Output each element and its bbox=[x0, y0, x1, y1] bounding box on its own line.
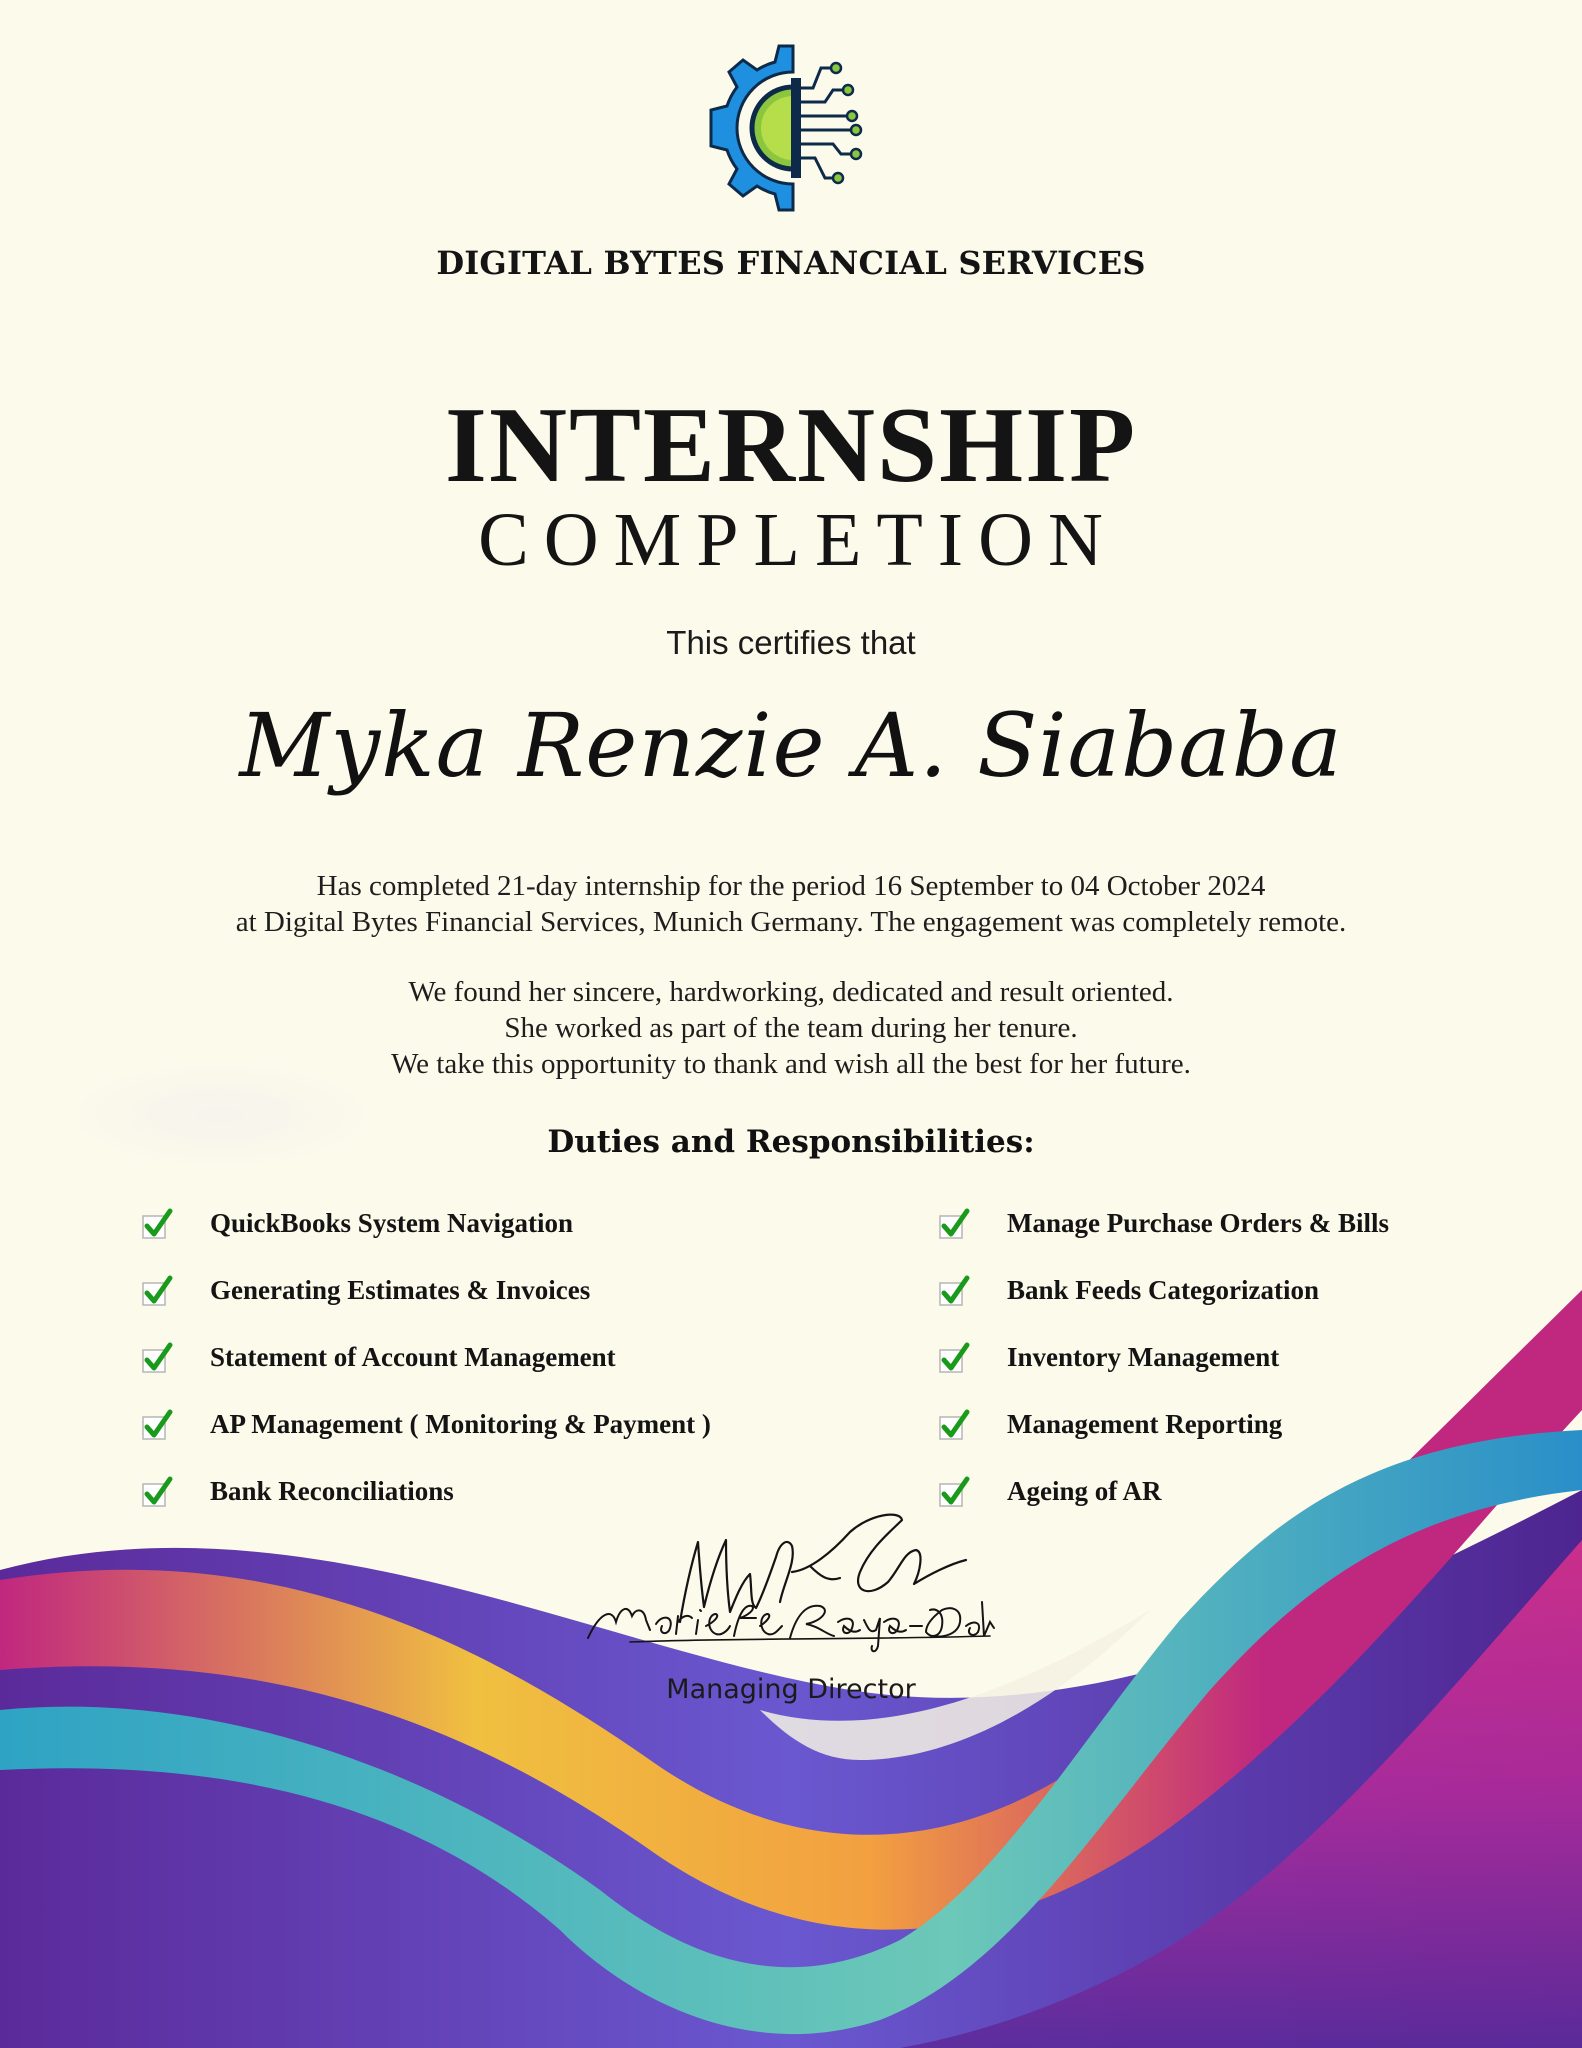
paragraph-line: We take this opportunity to thank and wish all the best for her future. bbox=[391, 1048, 1191, 1080]
duty-item bbox=[937, 1257, 1389, 1324]
certifies-text: This certifies that bbox=[666, 624, 916, 661]
duties-heading: Duties and Responsibilities: bbox=[547, 1124, 1035, 1160]
duties-list-right bbox=[937, 1190, 1389, 1525]
duty-label: Management Reporting bbox=[1007, 1409, 1283, 1439]
checkmark-icon bbox=[937, 1475, 971, 1509]
gear-circuit-logo-icon bbox=[701, 38, 881, 218]
recipient-name: Myka Renzie A. Siababa bbox=[239, 694, 1343, 797]
duty-item bbox=[140, 1190, 711, 1257]
duty-label: Ageing of AR bbox=[1007, 1476, 1162, 1506]
company-name: DIGITAL BYTES FINANCIAL SERVICES bbox=[436, 244, 1146, 282]
checkmark-icon bbox=[140, 1274, 174, 1308]
duty-item bbox=[937, 1324, 1389, 1391]
duties-list-left bbox=[140, 1190, 711, 1525]
paragraph-line: Has completed 21-day internship for the period 16 September to 04 October 2024 bbox=[316, 870, 1266, 902]
checkmark-icon bbox=[140, 1341, 174, 1375]
certificate-subtitle: COMPLETION bbox=[478, 498, 1118, 582]
paragraph-line: She worked as part of the team during her tenure. bbox=[504, 1012, 1078, 1044]
duty-label: Manage Purchase Orders & Bills bbox=[1007, 1208, 1389, 1238]
duty-label: QuickBooks System Navigation bbox=[210, 1208, 574, 1238]
duty-label: Bank Reconciliations bbox=[210, 1476, 454, 1506]
duty-item bbox=[140, 1257, 711, 1324]
duty-item bbox=[937, 1391, 1389, 1458]
checkmark-icon bbox=[140, 1475, 174, 1509]
duty-label: Generating Estimates & Invoices bbox=[210, 1275, 591, 1305]
certificate-title: INTERNSHIP bbox=[444, 386, 1138, 505]
duty-label: Bank Feeds Categorization bbox=[1007, 1275, 1319, 1305]
duty-label: Inventory Management bbox=[1007, 1342, 1280, 1372]
checkmark-icon bbox=[140, 1408, 174, 1442]
handwritten-signature bbox=[570, 1512, 1010, 1662]
duty-item bbox=[140, 1391, 711, 1458]
signatory-title: Managing Director bbox=[666, 1674, 916, 1705]
checkmark-icon bbox=[937, 1207, 971, 1241]
checkmark-icon bbox=[937, 1274, 971, 1308]
completion-paragraph bbox=[0, 868, 1582, 940]
paragraph-line: We found her sincere, hardworking, dedicated and result oriented. bbox=[408, 976, 1174, 1008]
paragraph-line: at Digital Bytes Financial Services, Munich Germany. The engagement was completely remote. bbox=[235, 906, 1347, 938]
checkmark-icon bbox=[937, 1341, 971, 1375]
duty-label: AP Management ( Monitoring & Payment ) bbox=[210, 1409, 711, 1439]
duty-label: Statement of Account Management bbox=[210, 1342, 616, 1372]
checkmark-icon bbox=[140, 1207, 174, 1241]
checkmark-icon bbox=[937, 1408, 971, 1442]
duty-item bbox=[140, 1324, 711, 1391]
duty-item bbox=[937, 1190, 1389, 1257]
